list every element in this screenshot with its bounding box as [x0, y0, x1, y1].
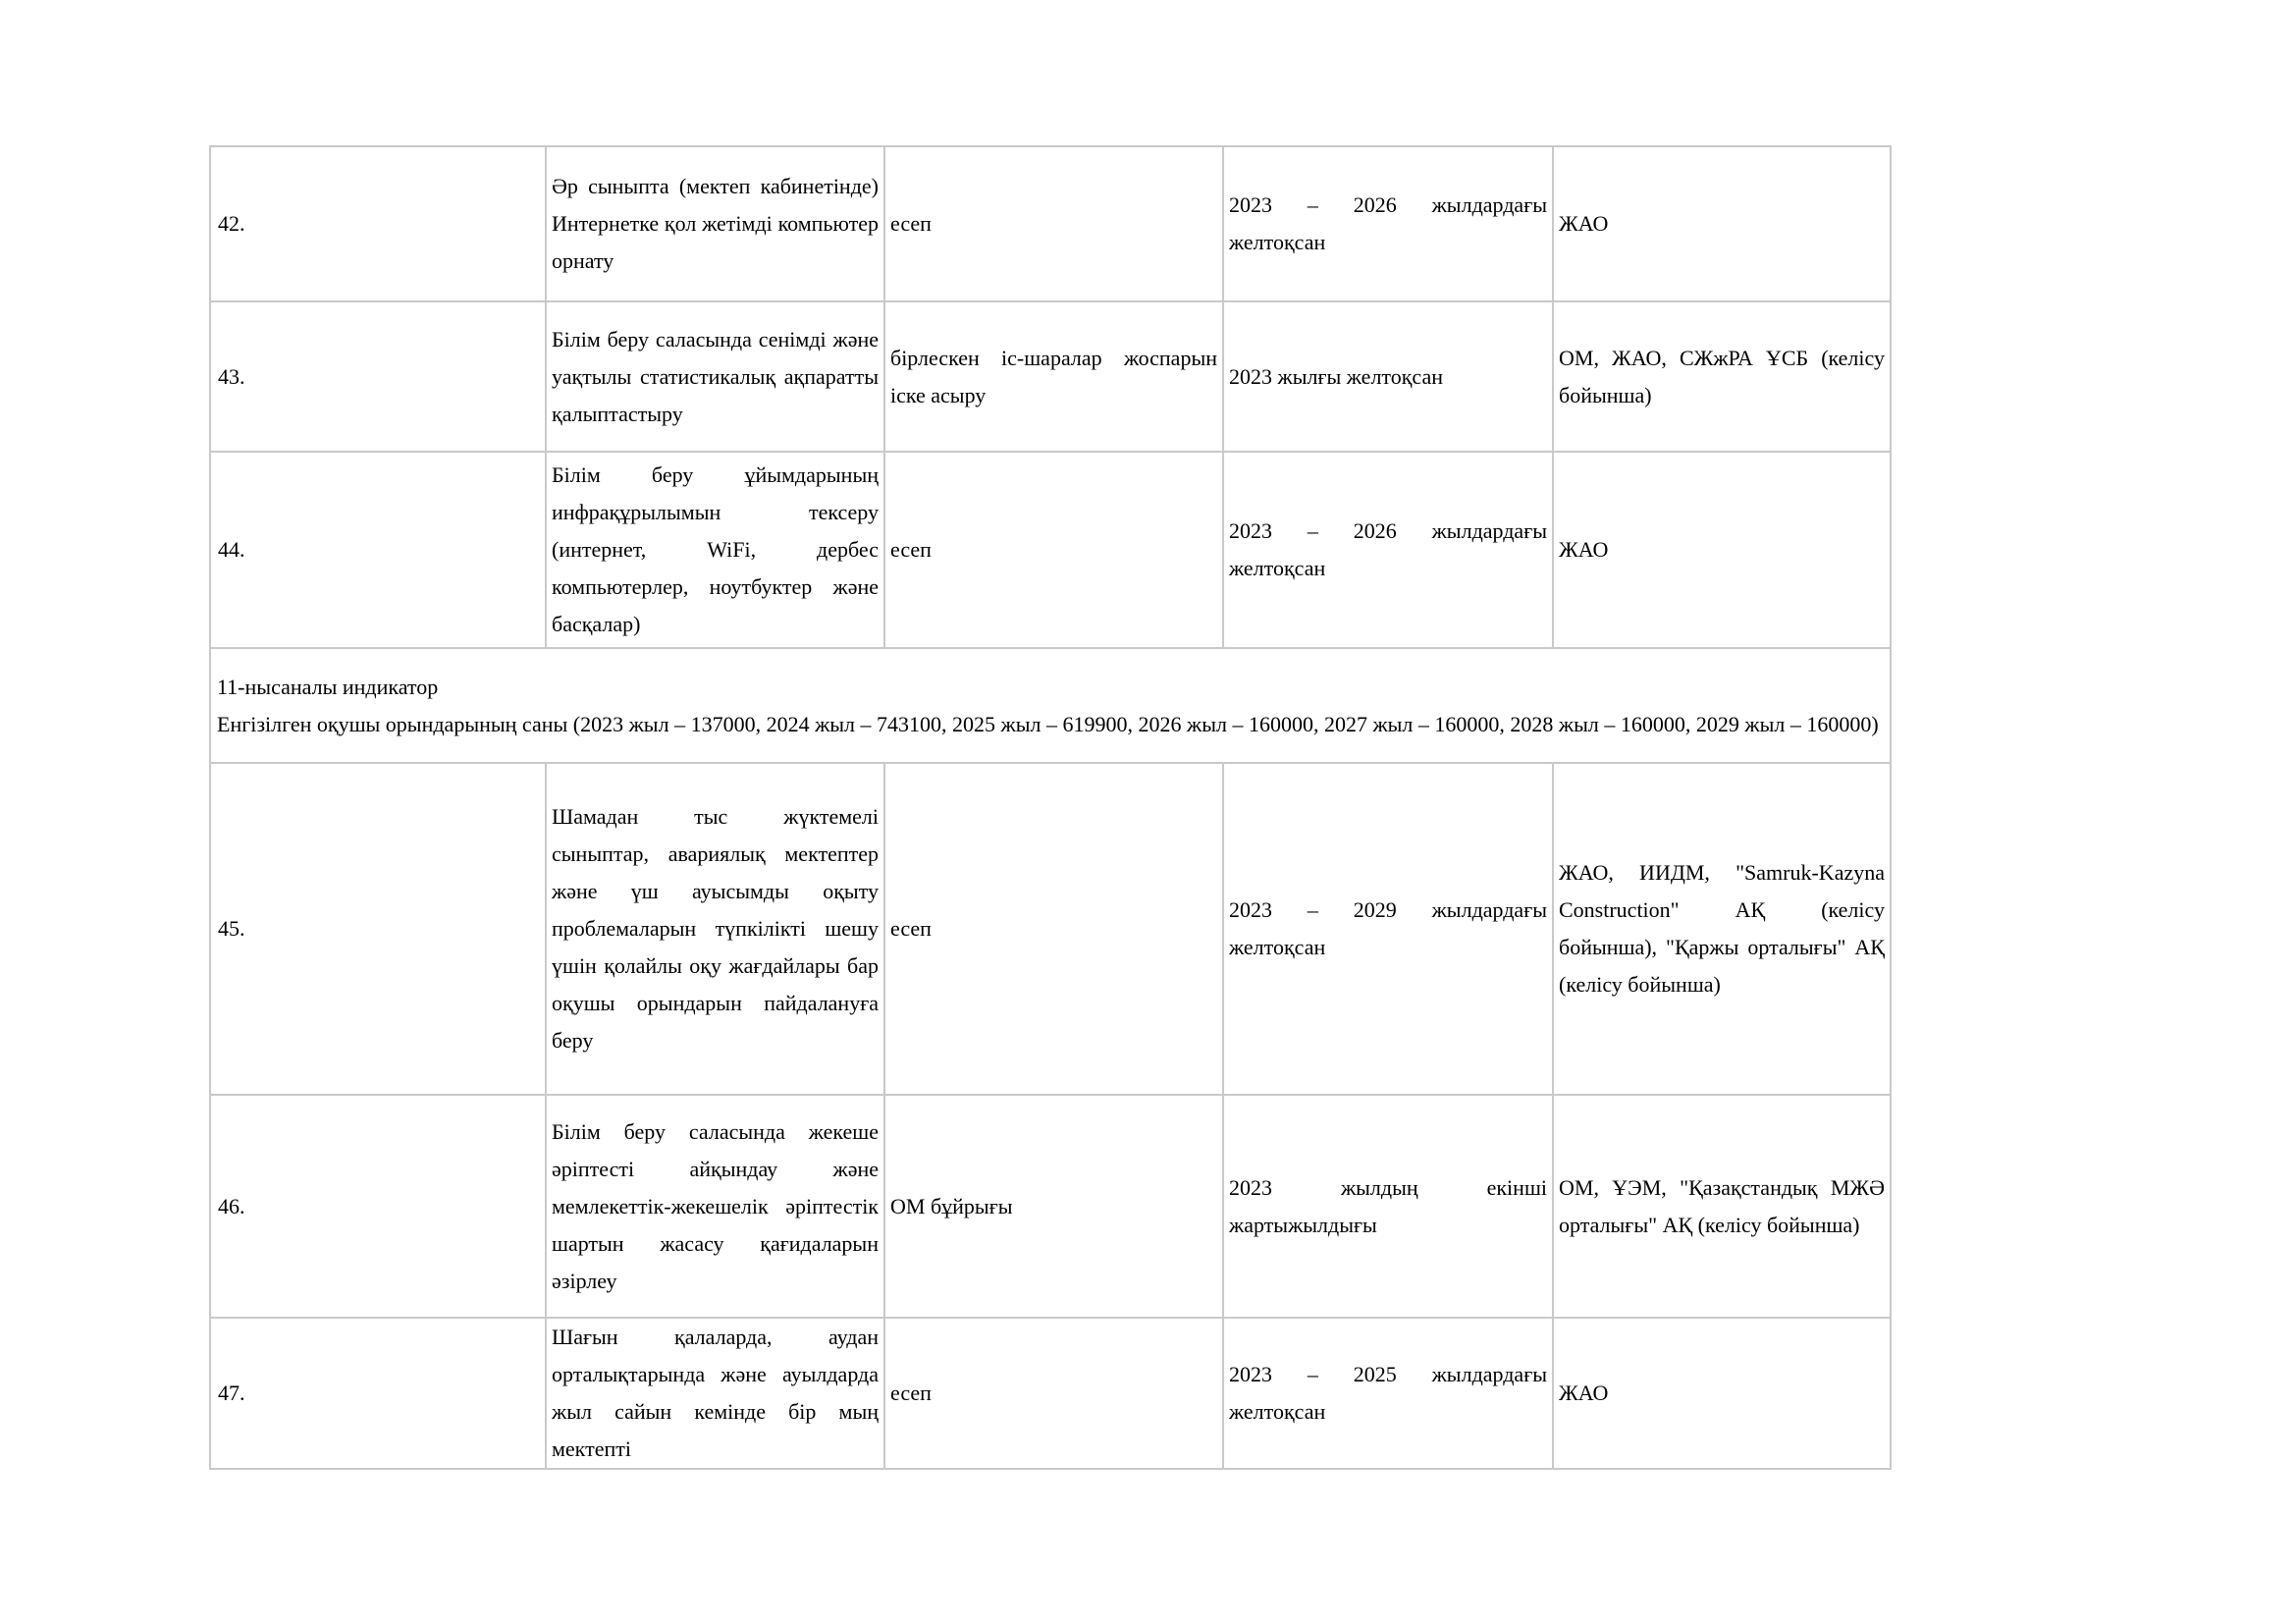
responsible-cell: ОМ, ЖАО, СЖжРА ҰСБ (келісу бойынша) — [1553, 301, 1891, 452]
term-cell: 2023 – 2025 жылдардағы желтоқсан — [1223, 1318, 1553, 1469]
term-cell: 2023 жылғы желтоқсан — [1223, 301, 1553, 452]
form-cell: есеп — [884, 1318, 1223, 1469]
term-cell: 2023 – 2026 жылдардағы желтоқсан — [1223, 452, 1553, 648]
row-number-cell: 44. — [210, 452, 546, 648]
indicator-section-cell — [210, 648, 1891, 763]
action-cell: Шағын қалаларда, аудан орталықтарында және ауылдарда жыл сайын кемінде бір мың мектепті — [546, 1318, 884, 1469]
form-cell: есеп — [884, 146, 1223, 301]
row-number-cell: 43. — [210, 301, 546, 452]
term-cell: 2023 – 2026 жылдардағы желтоқсан — [1223, 146, 1553, 301]
action-cell: Білім беру саласында жекеше әріптесті айқындау және мемлекеттік-жекешелік әріптестік шартын жасасу қағидаларын әзірлеу — [546, 1095, 884, 1318]
responsible-cell: ЖАО — [1553, 146, 1891, 301]
responsible-cell: ЖАО, ИИДМ, "Samruk-Kazyna Construction" АҚ (келісу бойынша), "Қаржы орталығы" АҚ (келісу бойынша) — [1553, 763, 1891, 1095]
indicator-text: Енгізілген оқушы орындарының саны (2023 жыл – 137000, 2024 жыл – 743100, 2025 жыл – 619900, 2026 жыл – 160000, 2027 жыл – 160000, 2028 жыл – 160000, 2029 жыл – 160000) — [217, 711, 1879, 736]
action-cell: Білім беру ұйымдарының инфрақұрылымын тексеру (интернет, WiFi, дербес компьютерлер, ноутбуктер және басқалар) — [546, 452, 884, 648]
row-number-cell: 47. — [210, 1318, 546, 1469]
action-cell: Шамадан тыс жүктемелі сыныптар, авариялық мектептер және үш ауысымды оқыту проблемаларын түпкілікті шешу үшін қолайлы оқу жағдайлары бар оқушы орындарын пайдалануға беру — [546, 763, 884, 1095]
row-number-cell: 46. — [210, 1095, 546, 1318]
table-row — [210, 301, 1891, 452]
action-cell: Білім беру саласында сенімді және уақтылы статистикалық ақпаратты қалыптастыру — [546, 301, 884, 452]
table-row — [210, 763, 1891, 1095]
action-cell: Әр сыныпта (мектеп кабинетінде) Интернетке қол жетімді компьютер орнату — [546, 146, 884, 301]
row-number-cell: 45. — [210, 763, 546, 1095]
indicator-section-row — [210, 648, 1891, 763]
form-cell: бірлескен іс-шаралар жоспарын іске асыру — [884, 301, 1223, 452]
responsible-cell: ЖАО — [1553, 452, 1891, 648]
term-cell: 2023 – 2029 жылдардағы желтоқсан — [1223, 763, 1553, 1095]
form-cell: есеп — [884, 452, 1223, 648]
action-plan-table — [209, 145, 1892, 1470]
row-number-cell: 42. — [210, 146, 546, 301]
table-row — [210, 1318, 1891, 1469]
responsible-cell: ЖАО — [1553, 1318, 1891, 1469]
table-row — [210, 452, 1891, 648]
form-cell: есеп — [884, 763, 1223, 1095]
table-row — [210, 1095, 1891, 1318]
form-cell: ОМ бұйрығы — [884, 1095, 1223, 1318]
indicator-title: 11-нысаналы индикатор — [217, 674, 439, 699]
table-row — [210, 146, 1891, 301]
responsible-cell: ОМ, ҰЭМ, "Қазақстандық МЖӘ орталығы" АҚ (келісу бойынша) — [1553, 1095, 1891, 1318]
term-cell: 2023 жылдың екінші жартыжылдығы — [1223, 1095, 1553, 1318]
